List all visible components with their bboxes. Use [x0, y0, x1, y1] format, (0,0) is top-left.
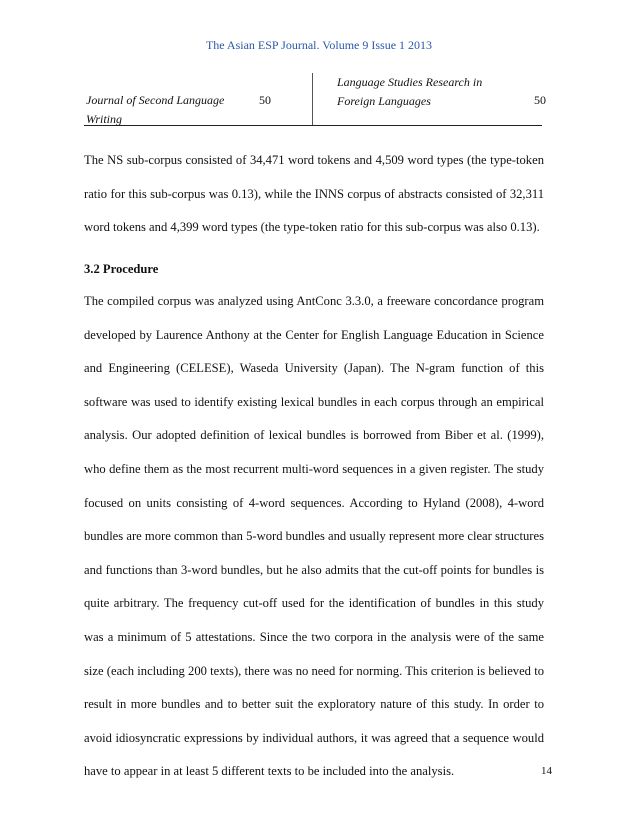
paragraph-corpus-description: The NS sub-corpus consisted of 34,471 word tokens and 4,509 word types (the type-token ratio for this sub-corpus was 0.13), while the INNS corpus of abstracts consisted of 32,311 word tokens and 4,399 word types (the type-token ratio for this sub-corpus was also 0.13). [84, 153, 544, 235]
paragraph-procedure: The compiled corpus was analyzed using AntConc 3.3.0, a freeware concordance program developed by Laurence Anthony at the Center for English Language Education in Science and Engineering (CELESE), Waseda University (Japan). The N-gram function of this software was used to identify existing lexical bundles in each corpus through an empirical analysis. Our adopted definition of lexical bundles is borrowed from Biber et al. (1999), who define them as the most recurrent multi-word sequences in a given register. The study focused on units consisting of 4-word sequences. According to Hyland (2008), 4-word bundles are more common than 5-word bundles and usually represent more clear structures and functions than 3-word bundles, but he also admits that the cut-off points for bundles is quite arbitrary. The frequency cut-off used for the identification of bundles in this study was a minimum of 5 attestations. Since the two corpora in the analysis were of the same size (each including 200 texts), there was no need for norming. This criterion is believed to result in more bundles and to better suit the exploratory nature of this study. In order to avoid idiosyncratic expressions by individual authors, it was agreed that a sequence would have to appear in at least 5 different texts to be included into the analysis. [84, 294, 544, 779]
table-column-divider [312, 73, 313, 125]
journal-name-cell-2: Language Studies Research in Foreign Languages [337, 75, 483, 108]
corpus-table-row [84, 73, 546, 126]
page-number: 14 [541, 765, 552, 777]
journal-name-cell-1: Journal of Second Language Writing [86, 93, 225, 126]
journal-count-cell-2: 50 [534, 93, 546, 107]
running-header: The Asian ESP Journal. Volume 9 Issue 1 2013 [205, 38, 433, 52]
section-heading-procedure: 3.2 Procedure [84, 262, 159, 276]
journal-count-cell-1: 50 [259, 93, 271, 107]
